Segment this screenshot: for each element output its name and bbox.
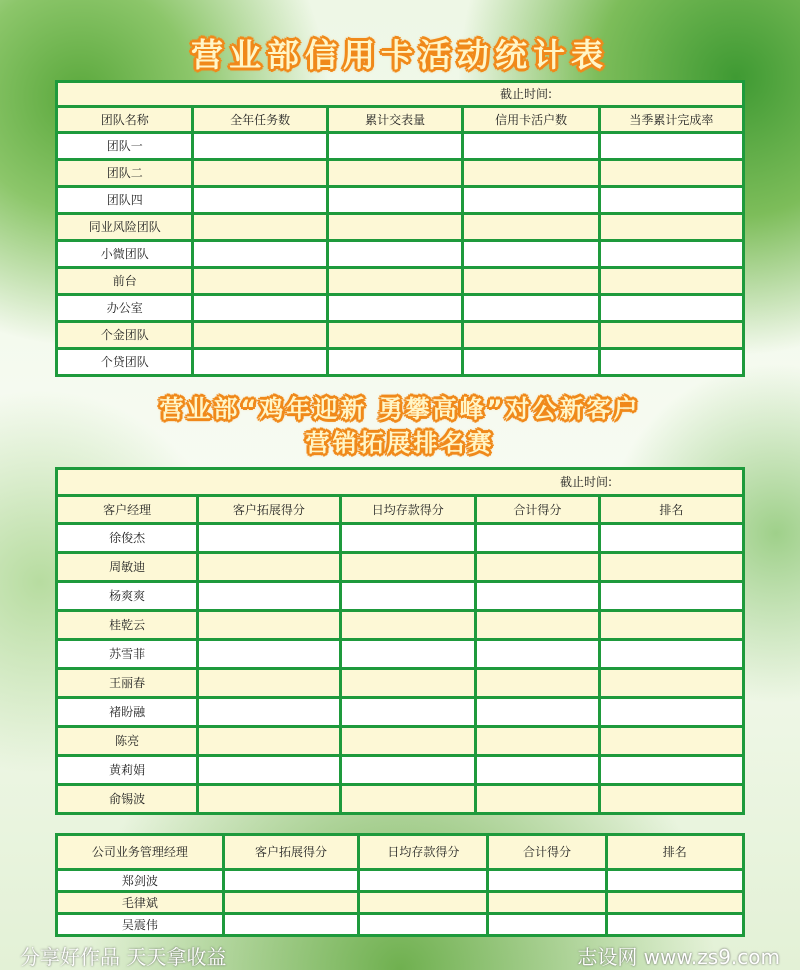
data-cell[interactable] bbox=[463, 241, 599, 268]
data-cell[interactable] bbox=[475, 553, 599, 582]
row-label: 前台 bbox=[57, 268, 193, 295]
data-cell[interactable] bbox=[599, 611, 743, 640]
watermark-right: 志设网 www.zs9.com bbox=[577, 945, 780, 969]
data-cell[interactable] bbox=[599, 698, 743, 727]
data-cell[interactable] bbox=[463, 133, 599, 160]
watermark-left: 分享好作品 天天拿收益 bbox=[20, 945, 227, 969]
column-header: 当季累计完成率 bbox=[599, 107, 743, 133]
data-cell[interactable] bbox=[198, 698, 340, 727]
table-row bbox=[57, 187, 744, 214]
row-label: 团队二 bbox=[57, 160, 193, 187]
data-cell[interactable] bbox=[198, 524, 340, 553]
data-cell[interactable] bbox=[193, 349, 327, 376]
row-label: 桂乾云 bbox=[57, 611, 198, 640]
column-header: 排名 bbox=[599, 496, 743, 524]
data-cell[interactable] bbox=[198, 582, 340, 611]
header-row bbox=[57, 496, 744, 524]
data-cell[interactable] bbox=[599, 582, 743, 611]
table-row bbox=[57, 133, 744, 160]
header-row bbox=[57, 107, 744, 133]
data-cell[interactable] bbox=[359, 914, 488, 936]
table-row bbox=[57, 611, 744, 640]
data-cell[interactable] bbox=[223, 870, 359, 892]
page-title: 营业部信用卡活动统计表 bbox=[190, 36, 609, 74]
data-cell[interactable] bbox=[475, 669, 599, 698]
data-cell[interactable] bbox=[599, 524, 743, 553]
data-cell[interactable] bbox=[599, 553, 743, 582]
data-cell[interactable] bbox=[488, 870, 606, 892]
data-cell[interactable] bbox=[327, 160, 462, 187]
column-header: 客户经理 bbox=[57, 496, 198, 524]
data-cell[interactable] bbox=[198, 669, 340, 698]
data-cell[interactable] bbox=[198, 727, 340, 756]
manager-ranking-table bbox=[55, 833, 745, 937]
column-header: 累计交表量 bbox=[327, 107, 462, 133]
row-label: 吴震伟 bbox=[57, 914, 224, 936]
data-cell[interactable] bbox=[475, 611, 599, 640]
data-cell[interactable] bbox=[223, 914, 359, 936]
data-cell[interactable] bbox=[198, 756, 340, 785]
row-label: 团队一 bbox=[57, 133, 193, 160]
data-cell[interactable] bbox=[475, 785, 599, 814]
data-cell[interactable] bbox=[599, 295, 743, 322]
row-label: 苏雪菲 bbox=[57, 640, 198, 669]
row-label: 小微团队 bbox=[57, 241, 193, 268]
data-cell[interactable] bbox=[340, 756, 475, 785]
data-cell[interactable] bbox=[599, 160, 743, 187]
credit-card-stats-table bbox=[55, 80, 745, 377]
column-header: 信用卡活户数 bbox=[463, 107, 599, 133]
deadline-label: 截止时间: bbox=[57, 469, 744, 496]
section-subtitle: 营销拓展排名赛 bbox=[305, 429, 495, 457]
column-header: 合计得分 bbox=[488, 835, 606, 870]
row-label: 黄莉娟 bbox=[57, 756, 198, 785]
data-cell[interactable] bbox=[475, 698, 599, 727]
row-label: 徐俊杰 bbox=[57, 524, 198, 553]
data-cell[interactable] bbox=[193, 160, 327, 187]
data-cell[interactable] bbox=[193, 241, 327, 268]
row-label: 郑剑波 bbox=[57, 870, 224, 892]
table-row bbox=[57, 160, 744, 187]
data-cell[interactable] bbox=[198, 553, 340, 582]
data-cell[interactable] bbox=[606, 892, 743, 914]
data-cell[interactable] bbox=[193, 214, 327, 241]
table-row bbox=[57, 241, 744, 268]
data-cell[interactable] bbox=[359, 892, 488, 914]
data-cell[interactable] bbox=[340, 669, 475, 698]
data-cell[interactable] bbox=[599, 187, 743, 214]
data-cell[interactable] bbox=[475, 640, 599, 669]
row-label: 俞锡波 bbox=[57, 785, 198, 814]
header-row bbox=[57, 835, 744, 870]
column-header: 客户拓展得分 bbox=[198, 496, 340, 524]
table-row bbox=[57, 553, 744, 582]
data-cell[interactable] bbox=[193, 133, 327, 160]
row-label: 个金团队 bbox=[57, 322, 193, 349]
data-cell[interactable] bbox=[198, 640, 340, 669]
data-cell[interactable] bbox=[599, 241, 743, 268]
data-cell[interactable] bbox=[606, 914, 743, 936]
data-cell[interactable] bbox=[327, 295, 462, 322]
data-cell[interactable] bbox=[340, 582, 475, 611]
data-cell[interactable] bbox=[475, 727, 599, 756]
table-row bbox=[57, 214, 744, 241]
data-cell[interactable] bbox=[488, 892, 606, 914]
data-cell[interactable] bbox=[327, 133, 462, 160]
data-cell[interactable] bbox=[463, 295, 599, 322]
data-cell[interactable] bbox=[193, 268, 327, 295]
deadline-label: 截止时间: bbox=[57, 82, 744, 107]
data-cell[interactable] bbox=[599, 756, 743, 785]
table-row bbox=[57, 295, 744, 322]
data-cell[interactable] bbox=[193, 295, 327, 322]
data-cell[interactable] bbox=[198, 611, 340, 640]
row-label: 王丽春 bbox=[57, 669, 198, 698]
table-row bbox=[57, 698, 744, 727]
row-label: 毛律斌 bbox=[57, 892, 224, 914]
data-cell[interactable] bbox=[340, 785, 475, 814]
data-cell[interactable] bbox=[599, 133, 743, 160]
data-cell[interactable] bbox=[340, 553, 475, 582]
data-cell[interactable] bbox=[599, 785, 743, 814]
table-row bbox=[57, 268, 744, 295]
data-cell[interactable] bbox=[327, 187, 462, 214]
row-label: 陈亮 bbox=[57, 727, 198, 756]
column-header: 合计得分 bbox=[475, 496, 599, 524]
data-cell[interactable] bbox=[463, 160, 599, 187]
table-row bbox=[57, 669, 744, 698]
data-cell[interactable] bbox=[606, 870, 743, 892]
data-cell[interactable] bbox=[599, 322, 743, 349]
row-label: 团队四 bbox=[57, 187, 193, 214]
data-cell[interactable] bbox=[198, 785, 340, 814]
data-cell[interactable] bbox=[193, 322, 327, 349]
column-header: 排名 bbox=[606, 835, 743, 870]
column-header: 客户拓展得分 bbox=[223, 835, 359, 870]
ranking-table bbox=[55, 467, 745, 815]
row-label: 个贷团队 bbox=[57, 349, 193, 376]
data-cell[interactable] bbox=[599, 727, 743, 756]
table-row bbox=[57, 524, 744, 553]
data-cell[interactable] bbox=[463, 322, 599, 349]
data-cell[interactable] bbox=[193, 187, 327, 214]
data-cell[interactable] bbox=[359, 870, 488, 892]
data-cell[interactable] bbox=[223, 892, 359, 914]
column-header: 团队名称 bbox=[57, 107, 193, 133]
data-cell[interactable] bbox=[463, 187, 599, 214]
table-row bbox=[57, 785, 744, 814]
table-row bbox=[57, 870, 744, 892]
data-cell[interactable] bbox=[599, 669, 743, 698]
row-label: 办公室 bbox=[57, 295, 193, 322]
data-cell[interactable] bbox=[463, 268, 599, 295]
row-label: 杨爽爽 bbox=[57, 582, 198, 611]
data-cell[interactable] bbox=[327, 349, 462, 376]
table-row bbox=[57, 892, 744, 914]
table-row bbox=[57, 727, 744, 756]
data-cell[interactable] bbox=[327, 241, 462, 268]
section-title: 营业部“鸡年迎新 勇攀高峰”对公新客户 bbox=[159, 395, 641, 423]
table-row bbox=[57, 756, 744, 785]
data-cell[interactable] bbox=[475, 524, 599, 553]
row-label: 褚盼融 bbox=[57, 698, 198, 727]
column-header: 日均存款得分 bbox=[359, 835, 488, 870]
table-row bbox=[57, 914, 744, 936]
data-cell[interactable] bbox=[340, 524, 475, 553]
data-cell[interactable] bbox=[488, 914, 606, 936]
data-cell[interactable] bbox=[599, 349, 743, 376]
table-row bbox=[57, 582, 744, 611]
data-cell[interactable] bbox=[599, 268, 743, 295]
column-header: 日均存款得分 bbox=[340, 496, 475, 524]
table-row bbox=[57, 322, 744, 349]
row-label: 同业风险团队 bbox=[57, 214, 193, 241]
data-cell[interactable] bbox=[475, 582, 599, 611]
column-header: 公司业务管理经理 bbox=[57, 835, 224, 870]
table-row bbox=[57, 640, 744, 669]
data-cell[interactable] bbox=[463, 214, 599, 241]
data-cell[interactable] bbox=[327, 268, 462, 295]
data-cell[interactable] bbox=[599, 640, 743, 669]
data-cell[interactable] bbox=[475, 756, 599, 785]
data-cell[interactable] bbox=[327, 322, 462, 349]
table-row bbox=[57, 349, 744, 376]
data-cell[interactable] bbox=[599, 214, 743, 241]
data-cell[interactable] bbox=[340, 611, 475, 640]
data-cell[interactable] bbox=[340, 640, 475, 669]
data-cell[interactable] bbox=[327, 214, 462, 241]
column-header: 全年任务数 bbox=[193, 107, 327, 133]
data-cell[interactable] bbox=[340, 727, 475, 756]
data-cell[interactable] bbox=[340, 698, 475, 727]
data-cell[interactable] bbox=[463, 349, 599, 376]
row-label: 周敏迪 bbox=[57, 553, 198, 582]
